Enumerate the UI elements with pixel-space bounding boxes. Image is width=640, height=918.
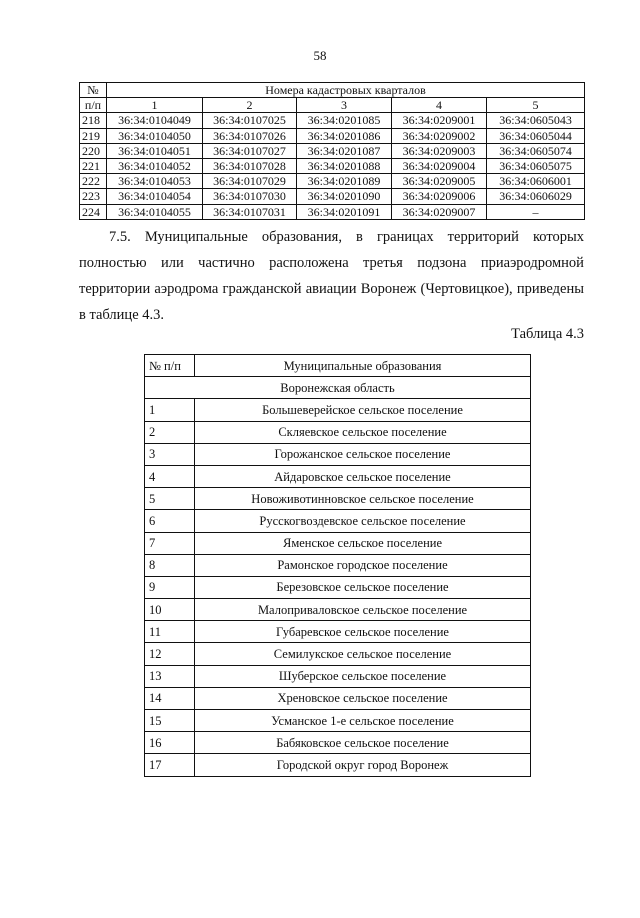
paragraph-line	[79, 224, 584, 250]
row-number: 6	[145, 510, 195, 532]
word: образования,	[261, 229, 342, 245]
region-name: Воронежская область	[145, 377, 531, 399]
word: частично	[198, 255, 255, 271]
row-number: 220	[80, 143, 107, 158]
cadastral-number-cell: 36:34:0201089	[297, 174, 392, 189]
word: 7.5.	[109, 229, 131, 245]
word: полностью	[79, 255, 147, 271]
row-number: 1	[145, 399, 195, 421]
cadastral-number-cell: 36:34:0104052	[107, 158, 203, 173]
row-number: 15	[145, 710, 195, 732]
table-row	[145, 621, 531, 643]
word: Муниципальные	[144, 229, 248, 245]
cadastral-number-cell: –	[487, 204, 585, 219]
table-row	[145, 399, 531, 421]
row-number: 4	[145, 465, 195, 487]
column-number: 2	[203, 98, 297, 113]
row-number: 14	[145, 687, 195, 709]
cadastral-number-cell: 36:34:0107030	[203, 189, 297, 204]
row-number: 224	[80, 204, 107, 219]
row-number: 13	[145, 665, 195, 687]
word: подзона	[417, 255, 467, 271]
cadastral-number-cell: 36:34:0104055	[107, 204, 203, 219]
column-number: 5	[487, 98, 585, 113]
municipality-name: Рамонское городское поселение	[195, 554, 531, 576]
cadastral-number-cell: 36:34:0107029	[203, 174, 297, 189]
table-row	[145, 465, 531, 487]
table-row	[145, 754, 531, 776]
cadastral-number-cell: 36:34:0104049	[107, 113, 203, 128]
paragraph-line	[79, 276, 584, 302]
column-number: 4	[392, 98, 487, 113]
cadastral-number-cell: 36:34:0209002	[392, 128, 487, 143]
row-number: 17	[145, 754, 195, 776]
header-cadastral-group: Номера кадастровых кварталов	[107, 83, 585, 98]
row-number: 7	[145, 532, 195, 554]
header-num-top: №	[80, 83, 107, 98]
word: расположена	[269, 255, 349, 271]
table-row	[145, 732, 531, 754]
cadastral-number-cell: 36:34:0107027	[203, 143, 297, 158]
municipality-name: Губаревское сельское поселение	[195, 621, 531, 643]
row-number: 11	[145, 621, 195, 643]
cadastral-number-cell: 36:34:0104051	[107, 143, 203, 158]
paragraph-line	[79, 250, 584, 276]
cadastral-number-cell: 36:34:0209005	[392, 174, 487, 189]
municipality-name: Шуберское сельское поселение	[195, 665, 531, 687]
table-row	[80, 158, 585, 173]
cadastral-number-cell: 36:34:0201085	[297, 113, 392, 128]
table-header-row	[80, 83, 585, 98]
cadastral-number-cell: 36:34:0606029	[487, 189, 585, 204]
header-num: № п/п	[145, 355, 195, 377]
word: или	[161, 255, 184, 271]
word: границах	[376, 229, 434, 245]
row-number: 222	[80, 174, 107, 189]
table-row	[145, 710, 531, 732]
cadastral-number-cell: 36:34:0209004	[392, 158, 487, 173]
table-subheader-row	[80, 98, 585, 113]
table-row	[80, 204, 585, 219]
table-row	[145, 554, 531, 576]
cadastral-number-cell: 36:34:0605074	[487, 143, 585, 158]
cadastral-number-cell: 36:34:0107026	[203, 128, 297, 143]
cadastral-number-cell: 36:34:0201088	[297, 158, 392, 173]
word: Воронеж	[360, 281, 417, 297]
table-row	[80, 128, 585, 143]
cadastral-number-cell: 36:34:0201090	[297, 189, 392, 204]
cadastral-number-cell: 36:34:0201091	[297, 204, 392, 219]
municipality-name: Усманское 1-е сельское поселение	[195, 710, 531, 732]
table-row	[145, 421, 531, 443]
municipality-name: Скляевское сельское поселение	[195, 421, 531, 443]
municipality-name: Айдаровское сельское поселение	[195, 465, 531, 487]
cadastral-number-cell: 36:34:0209007	[392, 204, 487, 219]
cadastral-number-cell: 36:34:0104054	[107, 189, 203, 204]
cadastral-quarters-table	[79, 82, 585, 220]
municipality-name: Бабяковское сельское поселение	[195, 732, 531, 754]
municipality-name: Горожанское сельское поселение	[195, 443, 531, 465]
cadastral-number-cell: 36:34:0605075	[487, 158, 585, 173]
municipalities-table	[144, 354, 531, 777]
row-number: 8	[145, 554, 195, 576]
table-caption: Таблица 4.3	[511, 326, 584, 342]
column-number: 3	[297, 98, 392, 113]
word: гражданской	[222, 281, 302, 297]
cadastral-number-cell: 36:34:0209006	[392, 189, 487, 204]
municipality-name: Березовское сельское поселение	[195, 576, 531, 598]
table-row	[80, 174, 585, 189]
cadastral-number-cell: 36:34:0605043	[487, 113, 585, 128]
row-number: 221	[80, 158, 107, 173]
word: в	[356, 229, 363, 245]
table-row	[145, 599, 531, 621]
table-row	[80, 189, 585, 204]
word: аэродрома	[154, 281, 219, 297]
row-number: 223	[80, 189, 107, 204]
table-row	[145, 510, 531, 532]
municipality-name: Большеверейское сельское поселение	[195, 399, 531, 421]
row-number: 16	[145, 732, 195, 754]
word: (Чертовицкое),	[420, 281, 513, 297]
municipality-name: Семилукское сельское поселение	[195, 643, 531, 665]
column-number: 1	[107, 98, 203, 113]
paragraph-line	[79, 302, 584, 328]
table-row	[145, 532, 531, 554]
header-num-bottom: п/п	[80, 98, 107, 113]
row-number: 5	[145, 488, 195, 510]
table-header-row	[145, 355, 531, 377]
word: территорий	[447, 229, 519, 245]
table-row	[145, 443, 531, 465]
header-municipalities: Муниципальные образования	[195, 355, 531, 377]
cadastral-number-cell: 36:34:0209001	[392, 113, 487, 128]
municipality-name: Новоживотинновское сельское поселение	[195, 488, 531, 510]
word: приведены	[516, 281, 584, 297]
municipality-name: Городской округ город Воронеж	[195, 754, 531, 776]
municipality-name: Малоприваловское сельское поселение	[195, 599, 531, 621]
cadastral-number-cell: 36:34:0107028	[203, 158, 297, 173]
cadastral-number-cell: 36:34:0209003	[392, 143, 487, 158]
row-number: 10	[145, 599, 195, 621]
table-row	[145, 687, 531, 709]
page-number: 58	[313, 48, 327, 63]
municipality-name: Яменское сельское поселение	[195, 532, 531, 554]
paragraph-7-5	[79, 224, 584, 328]
table-row	[145, 576, 531, 598]
table-row	[145, 643, 531, 665]
cadastral-number-cell: 36:34:0107025	[203, 113, 297, 128]
cadastral-number-cell: 36:34:0606001	[487, 174, 585, 189]
word: приаэродромной	[480, 255, 584, 271]
word: авиации	[305, 281, 357, 297]
region-row	[145, 377, 531, 399]
row-number: 9	[145, 576, 195, 598]
table-row	[145, 665, 531, 687]
word: третья	[363, 255, 403, 271]
cadastral-number-cell: 36:34:0104050	[107, 128, 203, 143]
row-number: 218	[80, 113, 107, 128]
municipality-name: Хреновское сельское поселение	[195, 687, 531, 709]
cadastral-number-cell: 36:34:0107031	[203, 204, 297, 219]
cadastral-number-cell: 36:34:0201087	[297, 143, 392, 158]
row-number: 12	[145, 643, 195, 665]
table-row	[80, 113, 585, 128]
cadastral-number-cell: 36:34:0605044	[487, 128, 585, 143]
paragraph-last-line: в таблице 4.3.	[79, 307, 165, 323]
cadastral-number-cell: 36:34:0104053	[107, 174, 203, 189]
word: территории	[79, 281, 151, 297]
table-row	[145, 488, 531, 510]
word: которых	[532, 229, 584, 245]
municipality-name: Русскогвоздевское сельское поселение	[195, 510, 531, 532]
cadastral-number-cell: 36:34:0201086	[297, 128, 392, 143]
row-number: 219	[80, 128, 107, 143]
row-number: 2	[145, 421, 195, 443]
row-number: 3	[145, 443, 195, 465]
table-row	[80, 143, 585, 158]
